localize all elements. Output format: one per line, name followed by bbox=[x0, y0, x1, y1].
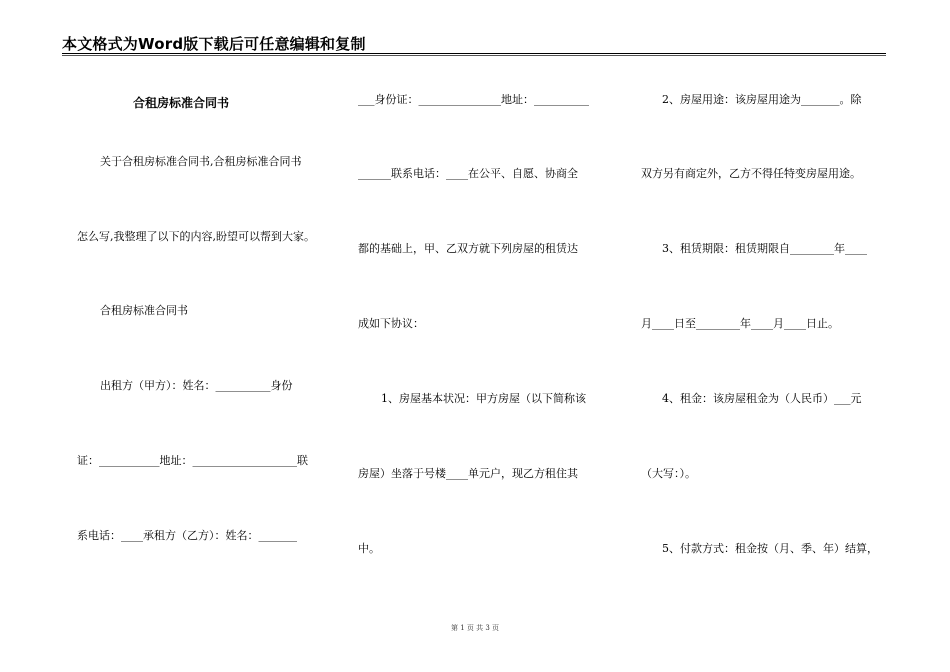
col3-line: 5、付款方式：租金按（月、季、年）结算， bbox=[662, 542, 878, 555]
col1-line: 关于合租房标准合同书,合租房标准合同书 bbox=[100, 155, 302, 168]
col1-line: 证：___________地址：___________________联 bbox=[77, 454, 308, 467]
col2-line: 都的基础上，甲、乙双方就下列房屋的租赁达 bbox=[358, 242, 578, 255]
col1-line: 系电话：____承租方（乙方）：姓名：_______ bbox=[77, 529, 297, 542]
col3-line: （大写：）。 bbox=[641, 467, 696, 480]
col3-line: 月____日至________年____月____日止。 bbox=[641, 317, 839, 330]
col3-line: 4、租金：该房屋租金为（人民币）___元 bbox=[662, 392, 862, 405]
col3-line: 2、房屋用途：该房屋用途为_______。除 bbox=[662, 93, 862, 106]
header-rule bbox=[62, 53, 886, 54]
document-title: 合租房标准合同书 bbox=[133, 96, 230, 110]
col2-line: 1、房屋基本状况：甲方房屋（以下简称该 bbox=[381, 392, 586, 405]
banner-text: 本文格式为Word版下载后可任意编辑和复制 bbox=[62, 35, 366, 53]
col2-line: 中。 bbox=[358, 542, 380, 555]
header-rule-secondary bbox=[62, 55, 886, 56]
col1-line: 怎么写,我整理了以下的内容,盼望可以帮到大家。 bbox=[77, 230, 315, 243]
col3-line: 3、租赁期限：租赁期限自________年____ bbox=[662, 242, 867, 255]
col2-line: 成如下协议： bbox=[358, 317, 424, 330]
col2-line: ___身份证：_______________地址：__________ bbox=[358, 93, 589, 106]
col2-line: 房屋）坐落于号楼____单元户，现乙方租住其 bbox=[358, 467, 578, 480]
col3-line: 双方另有商定外，乙方不得任特变房屋用途。 bbox=[641, 167, 861, 180]
col2-line: ______联系电话：____在公平、自愿、协商全 bbox=[358, 167, 578, 180]
page-footer: 第 1 页 共 3 页 bbox=[450, 624, 500, 632]
col1-line: 出租方（甲方）：姓名：__________身份 bbox=[100, 379, 293, 392]
col1-line: 合租房标准合同书 bbox=[100, 304, 188, 317]
